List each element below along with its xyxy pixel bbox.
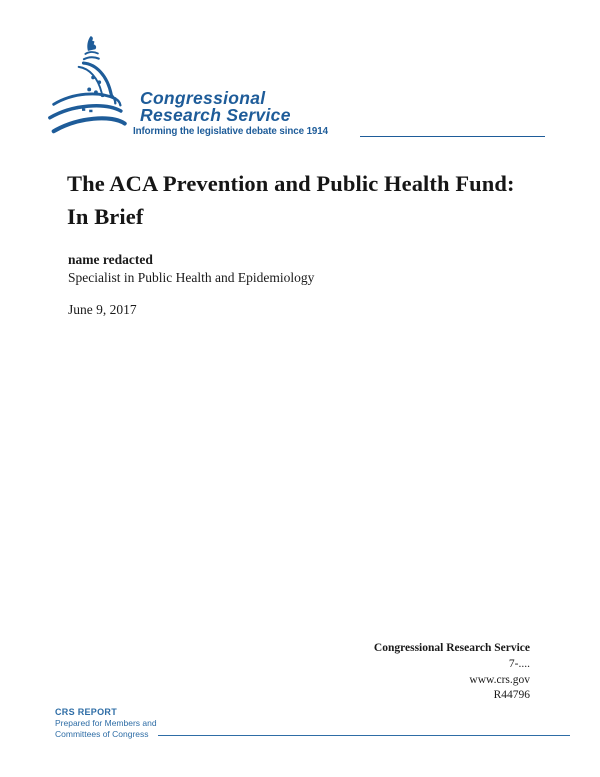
author-name: name redacted: [68, 252, 153, 267]
logo-tagline: Informing the legislative debate since 1914: [133, 126, 328, 137]
footer-report-number: R44796: [493, 689, 530, 702]
footer-org-name: Congressional Research Service: [373, 642, 530, 654]
logo-org-line2: Research Service: [140, 104, 291, 125]
footer-crs-report-label: CRS REPORT: [55, 707, 118, 717]
footer-phone: 7-....: [508, 657, 530, 670]
footer-rule: [158, 735, 570, 736]
report-title: [67, 167, 547, 233]
report-title-line1: The ACA Prevention and Public Health Fund:: [67, 171, 515, 196]
crs-logo-wordmark: [133, 88, 328, 137]
report-title-line2: In Brief: [67, 204, 144, 229]
header-rule: [360, 136, 545, 137]
report-date: June 9, 2017: [68, 302, 137, 317]
footer-crs-report-block: [55, 707, 157, 740]
crs-capitol-dome-icon: [46, 34, 142, 142]
footer-website: www.crs.gov: [469, 673, 530, 686]
footer-prepared-line2: Committees of Congress: [55, 729, 149, 739]
logo-org-line1: Congressional: [140, 88, 266, 108]
footer-prepared-line1: Prepared for Members and: [55, 718, 157, 728]
author-block: [68, 251, 314, 287]
author-role: Specialist in Public Health and Epidemiology: [68, 270, 315, 285]
footer-contact-block: [374, 641, 530, 704]
